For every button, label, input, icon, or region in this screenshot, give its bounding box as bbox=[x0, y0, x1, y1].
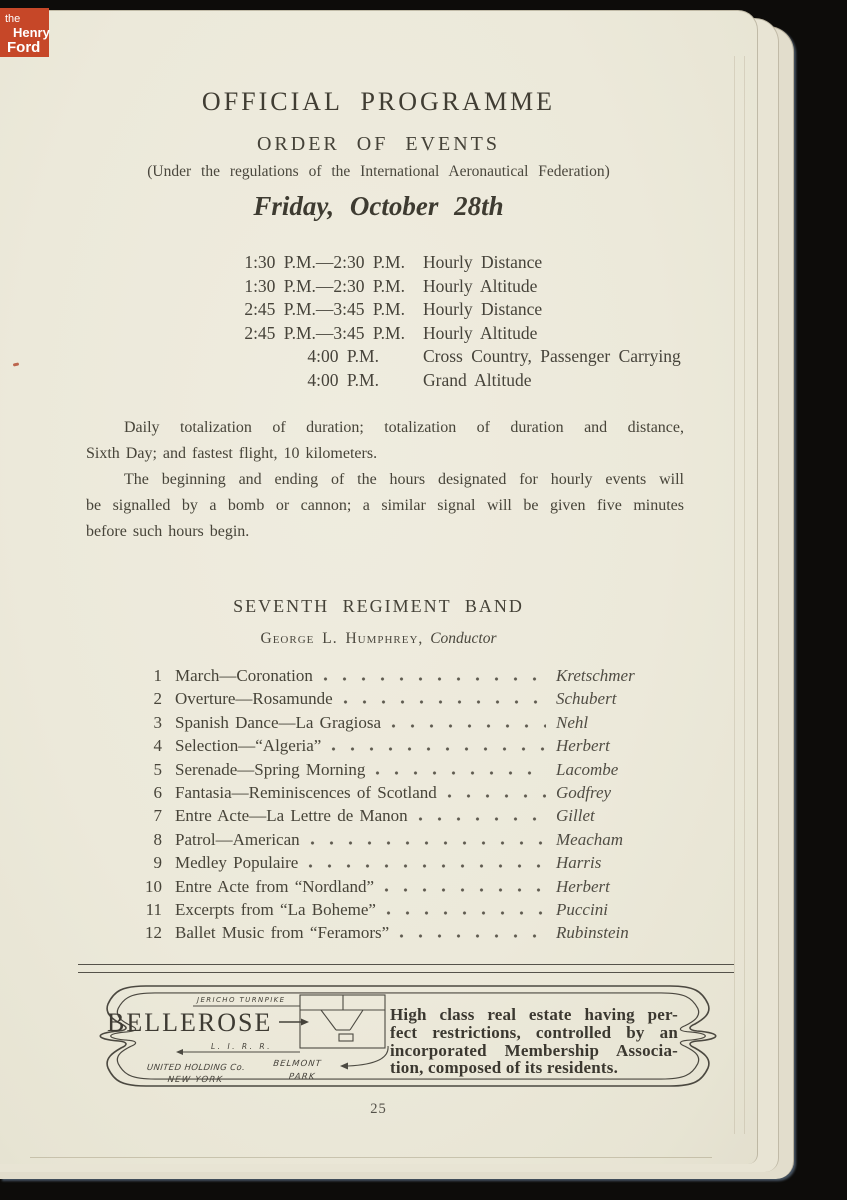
logo-word: Ford bbox=[7, 39, 41, 56]
date-heading: Friday, October 28th bbox=[253, 191, 504, 221]
programme-composer: Kretschmer bbox=[556, 666, 635, 685]
programme-row bbox=[140, 783, 670, 806]
railroad-label: L. I. R. R. bbox=[211, 1042, 273, 1051]
programme-title: Patrol—American bbox=[175, 829, 300, 849]
programme-number: 12 bbox=[145, 923, 162, 943]
programme-number: 6 bbox=[153, 782, 162, 802]
schedule-row bbox=[215, 298, 681, 322]
belmont-park-label bbox=[271, 1059, 322, 1082]
schedule-event: Hourly Altitude bbox=[423, 322, 538, 343]
band-conductor bbox=[0, 630, 757, 648]
programme-row bbox=[140, 689, 670, 712]
bellerose-map-sketch bbox=[93, 990, 393, 1086]
programme-page bbox=[0, 10, 758, 1164]
programme-number: 8 bbox=[153, 829, 162, 849]
programme-row bbox=[140, 806, 670, 829]
programme-number: 4 bbox=[153, 736, 162, 756]
schedule-event: Hourly Distance bbox=[423, 299, 543, 320]
arrow-icon bbox=[301, 1019, 309, 1026]
note-line: The beginning and ending of the hours designated for hourly events will bbox=[124, 471, 684, 488]
road-label: JERICHO TURNPIKE bbox=[197, 996, 286, 1004]
schedule-row bbox=[215, 322, 681, 346]
advert-copy-line: incorporated Membership Associa- bbox=[390, 1040, 678, 1060]
programme-composer: Lacombe bbox=[556, 759, 619, 779]
logo-word: Henry bbox=[13, 25, 50, 40]
programme-composer: Gillet bbox=[556, 806, 595, 826]
schedule-time: 1:30 P.M.—2:30 P.M. bbox=[244, 252, 405, 272]
note-line: Daily totalization of duration; totalization of duration and distance, bbox=[124, 419, 684, 436]
programme-number: 1 bbox=[153, 666, 162, 685]
programme-title: March—Coronation bbox=[175, 666, 313, 685]
note-line: Sixth Day; and fastest flight, 10 kilometers. bbox=[86, 445, 378, 462]
henry-ford-logo bbox=[0, 8, 49, 57]
schedule-row bbox=[215, 369, 681, 393]
programme-title: Overture—Rosamunde bbox=[175, 689, 333, 709]
advert-copy-line: tion, composed of its residents. bbox=[390, 1058, 619, 1078]
band-programme-list bbox=[140, 666, 670, 947]
programme-composer: Puccini bbox=[556, 899, 608, 919]
programme-title: Fantasia—Reminiscences of Scotland bbox=[175, 782, 437, 802]
bellerose-advert bbox=[78, 977, 738, 1095]
programme-title: Medley Populaire bbox=[175, 853, 299, 873]
programme-composer: Harris bbox=[556, 853, 602, 873]
programme-composer: Rubinstein bbox=[556, 923, 629, 943]
schedule-time: 4:00 P.M. bbox=[307, 369, 379, 390]
schedule-row bbox=[215, 275, 681, 299]
programme-number: 11 bbox=[145, 899, 162, 919]
page-number: 25 bbox=[370, 1101, 387, 1117]
page-subtitle: ORDER OF EVENTS bbox=[256, 133, 500, 155]
schedule-time: 2:45 P.M.—3:45 P.M. bbox=[244, 322, 405, 343]
programme-number: 5 bbox=[153, 759, 162, 779]
programme-row bbox=[140, 760, 670, 783]
schedule-time: 2:45 P.M.—3:45 P.M. bbox=[244, 299, 405, 320]
svg-text:UNITED HOLDING Co.: UNITED HOLDING Co. bbox=[146, 1063, 246, 1073]
svg-text:BELMONT: BELMONT bbox=[272, 1059, 323, 1069]
horizontal-rule bbox=[78, 964, 734, 973]
arrow-icon bbox=[176, 1049, 183, 1055]
advert-copy-line: High class real estate having per- bbox=[390, 1005, 678, 1024]
logo-word: the bbox=[5, 13, 21, 25]
dot-leader bbox=[386, 911, 546, 915]
programme-title: Entre Acte from “Nordland” bbox=[175, 876, 375, 896]
programme-row bbox=[140, 900, 670, 923]
programme-composer: Schubert bbox=[556, 689, 617, 709]
programme-composer: Herbert bbox=[556, 876, 610, 896]
conductor-role: Conductor bbox=[430, 630, 497, 647]
schedule-row bbox=[215, 251, 681, 275]
programme-title: Spanish Dance—La Gragiosa bbox=[175, 712, 382, 732]
programme-row bbox=[140, 830, 670, 853]
conductor-name: George L. Humphrey, bbox=[260, 630, 424, 647]
advert-copy-line: fect restrictions, controlled by an bbox=[390, 1022, 678, 1042]
advert-copy bbox=[390, 1006, 678, 1077]
notes-section bbox=[86, 415, 684, 545]
programme-row bbox=[140, 713, 670, 736]
programme-number: 9 bbox=[153, 853, 162, 873]
dot-leader bbox=[331, 747, 546, 751]
programme-title: Serenade—Spring Morning bbox=[175, 759, 366, 779]
programme-composer: Herbert bbox=[556, 736, 610, 756]
schedule-event: Grand Altitude bbox=[423, 369, 532, 390]
programme-title: Excerpts from “La Boheme” bbox=[175, 899, 376, 919]
programme-row bbox=[140, 853, 670, 876]
programme-row bbox=[140, 923, 670, 946]
event-schedule bbox=[215, 251, 681, 393]
page-title: OFFICIAL PROGRAMME bbox=[201, 87, 556, 116]
dot-leader bbox=[447, 794, 546, 798]
programme-composer: Godfrey bbox=[556, 782, 612, 802]
programme-number: 7 bbox=[153, 806, 162, 826]
dot-leader bbox=[310, 841, 546, 845]
programme-title: Ballet Music from “Feramors” bbox=[175, 923, 390, 943]
note-line: be signalled by a bomb or cannon; a similar signal will be given five minutes bbox=[86, 497, 684, 514]
svg-text:PARK: PARK bbox=[288, 1072, 317, 1082]
dot-leader bbox=[384, 888, 546, 892]
note-paragraph bbox=[86, 415, 684, 467]
programme-title: Entre Acte—La Lettre de Manon bbox=[175, 806, 408, 826]
band-name: SEVENTH REGIMENT BAND bbox=[233, 596, 524, 616]
bottom-crease bbox=[30, 1157, 712, 1158]
svg-text:NEW YORK: NEW YORK bbox=[167, 1075, 224, 1085]
programme-composer: Meacham bbox=[556, 829, 624, 849]
regulation-note: (Under the regulations of the International Aeronautical Federation) bbox=[147, 163, 610, 180]
programme-number: 2 bbox=[153, 689, 162, 709]
dot-leader bbox=[323, 677, 546, 681]
dot-leader bbox=[343, 700, 546, 704]
dot-leader bbox=[399, 934, 546, 938]
programme-composer: Nehl bbox=[556, 712, 589, 732]
note-line: before such hours begin. bbox=[86, 523, 250, 540]
holding-company-label bbox=[145, 1063, 246, 1085]
dot-leader bbox=[391, 724, 546, 728]
schedule-time: 1:30 P.M.—2:30 P.M. bbox=[244, 275, 405, 296]
schedule-row bbox=[215, 345, 681, 369]
dot-leader bbox=[418, 817, 546, 821]
programme-number: 10 bbox=[145, 876, 162, 896]
programme-row bbox=[140, 877, 670, 900]
schedule-time: 4:00 P.M. bbox=[307, 346, 379, 367]
programme-title: Selection—“Algeria” bbox=[175, 736, 322, 756]
schedule-event: Hourly Altitude bbox=[423, 275, 538, 296]
note-paragraph bbox=[86, 467, 684, 545]
programme-row bbox=[140, 736, 670, 759]
ink-speck bbox=[13, 362, 19, 366]
schedule-event: Cross Country, Passenger Carrying bbox=[423, 346, 681, 367]
schedule-event: Hourly Distance bbox=[423, 252, 543, 272]
programme-number: 3 bbox=[153, 712, 162, 732]
programme-row bbox=[140, 666, 670, 689]
dot-leader bbox=[308, 864, 546, 868]
dot-leader bbox=[375, 771, 546, 775]
advert-name: BELLEROSE bbox=[107, 1008, 273, 1037]
